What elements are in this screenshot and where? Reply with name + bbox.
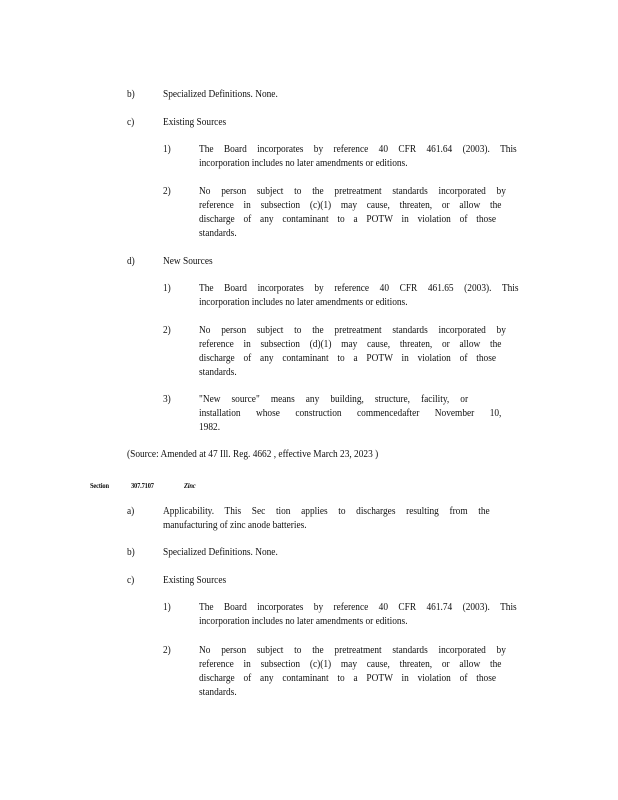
subsection-c-label: c): [127, 117, 135, 128]
item-line: The Board incorporates by reference 40 CFR 461.64 (2003). This: [199, 144, 517, 155]
subsection-c-label: c): [127, 575, 135, 586]
subsection-b-label: b): [127, 547, 135, 558]
item-line: incorporation includes no later amendments or editions.: [199, 616, 408, 627]
item-line: The Board incorporates by reference 40 CFR 461.74 (2003). This: [199, 602, 517, 613]
item-line: incorporation includes no later amendments or editions.: [199, 297, 408, 308]
item-label: 2): [163, 186, 171, 197]
item-line: incorporation includes no later amendments or editions.: [199, 158, 408, 169]
item-line: The Board incorporates by reference 40 CFR 461.65 (2003). This: [199, 283, 519, 294]
subsection-b-text: Specialized Definitions. None.: [163, 89, 278, 100]
section-label: Section: [90, 482, 109, 490]
item-label: 3): [163, 394, 171, 405]
item-line: standards.: [199, 687, 237, 698]
item-line: installation whose construction commencedafter November 10,: [199, 408, 502, 419]
item-line: discharge of any contaminant to a POTW in violation of those: [199, 353, 496, 364]
item-line: "New source" means any building, structure, facility, or: [199, 394, 469, 405]
source-note: (Source: Amended at 47 Ill. Reg. 4662 , effective March 23, 2023 ): [127, 449, 379, 460]
item-label: 1): [163, 283, 171, 294]
item-line: reference in subsection (c)(1) may cause, threaten, or allow the: [199, 659, 502, 670]
item-line: reference in subsection (c)(1) may cause, threaten, or allow the: [199, 200, 502, 211]
item-line: No person subject to the pretreatment standards incorporated by: [199, 186, 506, 197]
subsection-c-heading: Existing Sources: [163, 575, 227, 586]
subsection-a-label: a): [127, 506, 135, 517]
applicability-line: manufacturing of zinc anode batteries.: [163, 520, 307, 531]
section-number: 307.7107: [131, 482, 154, 490]
subsection-b-text: Specialized Definitions. None.: [163, 547, 278, 558]
subsection-d-label: d): [127, 256, 135, 267]
item-label: 2): [163, 645, 171, 656]
item-line: No person subject to the pretreatment standards incorporated by: [199, 645, 506, 656]
section-title: Zinc: [184, 482, 196, 490]
item-line: discharge of any contaminant to a POTW in violation of those: [199, 214, 496, 225]
item-line: discharge of any contaminant to a POTW in violation of those: [199, 673, 496, 684]
subsection-b-label: b): [127, 89, 135, 100]
item-line: reference in subsection (d)(1) may cause, threaten, or allow the: [199, 339, 502, 350]
item-label: 2): [163, 325, 171, 336]
applicability-line: Applicability. This Sec tion applies to discharges resulting from the: [163, 506, 490, 517]
item-line: standards.: [199, 228, 237, 239]
subsection-c-heading: Existing Sources: [163, 117, 227, 128]
item-line: No person subject to the pretreatment standards incorporated by: [199, 325, 506, 336]
item-label: 1): [163, 144, 171, 155]
subsection-d-heading: New Sources: [163, 256, 213, 267]
item-label: 1): [163, 602, 171, 613]
item-line: standards.: [199, 367, 237, 378]
item-line: 1982.: [199, 422, 221, 433]
